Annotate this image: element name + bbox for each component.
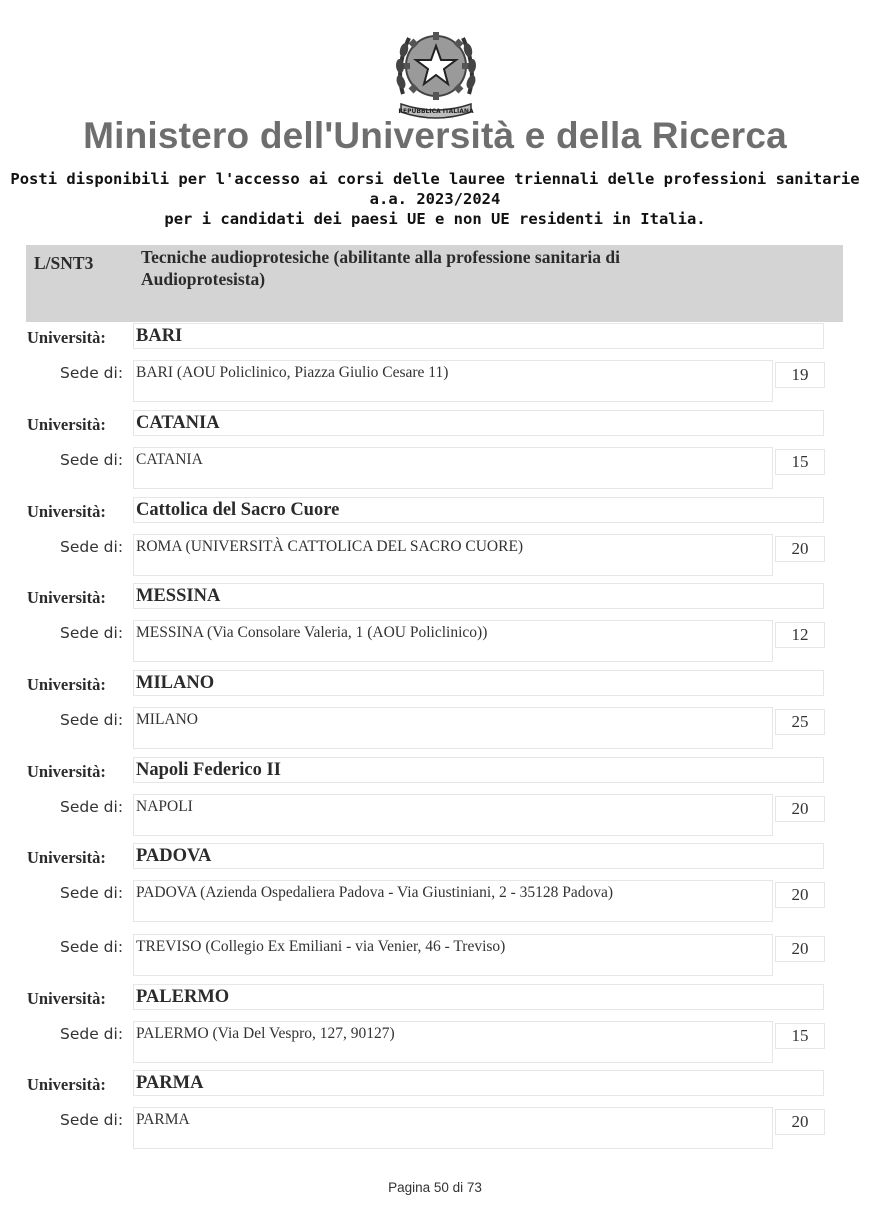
university-name-field xyxy=(133,1070,824,1096)
university-name: MILANO xyxy=(136,673,215,693)
posti-count: 20 xyxy=(775,936,825,962)
university-label: Università: xyxy=(27,415,106,434)
university-row xyxy=(0,843,870,871)
university-row xyxy=(0,757,870,785)
sede-label: Sede di: xyxy=(60,538,124,556)
sede-name: BARI (AOU Policlinico, Piazza Giulio Cesare 11) xyxy=(136,364,449,381)
sede-name: MESSINA (Via Consolare Valeria, 1 (AOU Policlinico)) xyxy=(136,624,488,641)
university-name-field xyxy=(133,757,824,783)
subtitle-line-1: Posti disponibili per l'accesso ai corsi delle lauree triennali delle professioni sanitarie xyxy=(10,170,860,188)
page-number: Pagina 50 di 73 xyxy=(388,1180,482,1195)
university-name-field xyxy=(133,410,824,436)
sede-label: Sede di: xyxy=(60,1025,124,1043)
sede-name: NAPOLI xyxy=(136,798,193,815)
university-row xyxy=(0,984,870,1012)
university-name-field xyxy=(133,583,824,609)
university-row xyxy=(0,1070,870,1098)
sede-label: Sede di: xyxy=(60,711,124,729)
sede-row xyxy=(0,707,870,751)
university-name: MESSINA xyxy=(136,586,221,606)
university-row xyxy=(0,497,870,525)
sede-name: PADOVA (Azienda Ospedaliera Padova - Via Giustiniani, 2 - 35128 Padova) xyxy=(136,884,614,901)
university-name: Cattolica del Sacro Cuore xyxy=(136,500,340,520)
university-label: Università: xyxy=(27,675,106,694)
posti-count: 15 xyxy=(775,1023,825,1049)
posti-count: 20 xyxy=(775,536,825,562)
sede-row xyxy=(0,1107,870,1151)
sede-label: Sede di: xyxy=(60,624,124,642)
sede-label: Sede di: xyxy=(60,798,124,816)
sede-row xyxy=(0,447,870,491)
university-name: PALERMO xyxy=(136,987,230,1007)
sede-row xyxy=(0,794,870,838)
university-name: PARMA xyxy=(136,1073,204,1093)
emblem-text: REPUBBLICA ITALIANA xyxy=(398,108,474,115)
sede-row xyxy=(0,880,870,924)
italian-republic-emblem-icon xyxy=(393,24,479,120)
university-row xyxy=(0,323,870,351)
sede-name-field xyxy=(133,1021,773,1063)
university-row xyxy=(0,410,870,438)
university-name-field xyxy=(133,984,824,1010)
course-header xyxy=(26,245,843,322)
sede-name: TREVISO (Collegio Ex Emiliani - via Venier, 46 - Treviso) xyxy=(136,938,506,955)
sede-name: MILANO xyxy=(136,711,198,728)
sede-label: Sede di: xyxy=(60,1111,124,1129)
ministry-title: Ministero dell'Università e della Ricerca xyxy=(83,115,787,156)
sede-name-field xyxy=(133,707,773,749)
sede-label: Sede di: xyxy=(60,364,124,382)
sede-label: Sede di: xyxy=(60,938,124,956)
posti-count: 20 xyxy=(775,796,825,822)
sede-name-field xyxy=(133,620,773,662)
course-code: L/SNT3 xyxy=(34,253,94,273)
posti-count: 12 xyxy=(775,622,825,648)
sede-name-field xyxy=(133,360,773,402)
university-name: CATANIA xyxy=(136,413,220,433)
posti-count: 25 xyxy=(775,709,825,735)
course-name xyxy=(141,246,741,290)
university-name: BARI xyxy=(136,326,183,346)
university-label: Università: xyxy=(27,989,106,1008)
sede-name-field xyxy=(133,447,773,489)
university-name-field xyxy=(133,670,824,696)
university-label: Università: xyxy=(27,848,106,867)
university-name-field xyxy=(133,497,824,523)
posti-count: 15 xyxy=(775,449,825,475)
sede-row xyxy=(0,934,870,978)
university-label: Università: xyxy=(27,588,106,607)
sede-label: Sede di: xyxy=(60,451,124,469)
sede-row xyxy=(0,620,870,664)
university-label: Università: xyxy=(27,1075,106,1094)
sede-label: Sede di: xyxy=(60,884,124,902)
sede-row xyxy=(0,1021,870,1065)
sede-name-field xyxy=(133,534,773,576)
university-label: Università: xyxy=(27,328,106,347)
university-label: Università: xyxy=(27,762,106,781)
course-name-line-1: Tecniche audioprotesiche (abilitante alla professione sanitaria di xyxy=(141,247,621,267)
subtitle-line-3: per i candidati dei paesi UE e non UE residenti in Italia. xyxy=(164,210,706,228)
sede-name-field xyxy=(133,794,773,836)
course-name-line-2: Audioprotesista) xyxy=(141,269,266,289)
subtitle-line-2: a.a. 2023/2024 xyxy=(369,190,501,208)
sede-name: PALERMO (Via Del Vespro, 127, 90127) xyxy=(136,1025,395,1042)
sede-name-field xyxy=(133,1107,773,1149)
posti-count: 20 xyxy=(775,882,825,908)
sede-row xyxy=(0,360,870,404)
posti-count: 19 xyxy=(775,362,825,388)
university-name-field xyxy=(133,323,824,349)
university-row xyxy=(0,583,870,611)
posti-count: 20 xyxy=(775,1109,825,1135)
sede-name: CATANIA xyxy=(136,451,203,468)
sede-name: PARMA xyxy=(136,1111,190,1128)
university-name: Napoli Federico II xyxy=(136,760,281,780)
sede-name-field xyxy=(133,880,773,922)
sede-row xyxy=(0,534,870,578)
university-name: PADOVA xyxy=(136,846,212,866)
sede-name-field xyxy=(133,934,773,976)
university-name-field xyxy=(133,843,824,869)
university-row xyxy=(0,670,870,698)
university-label: Università: xyxy=(27,502,106,521)
sede-name: ROMA (UNIVERSITÀ CATTOLICA DEL SACRO CUORE) xyxy=(136,538,524,555)
